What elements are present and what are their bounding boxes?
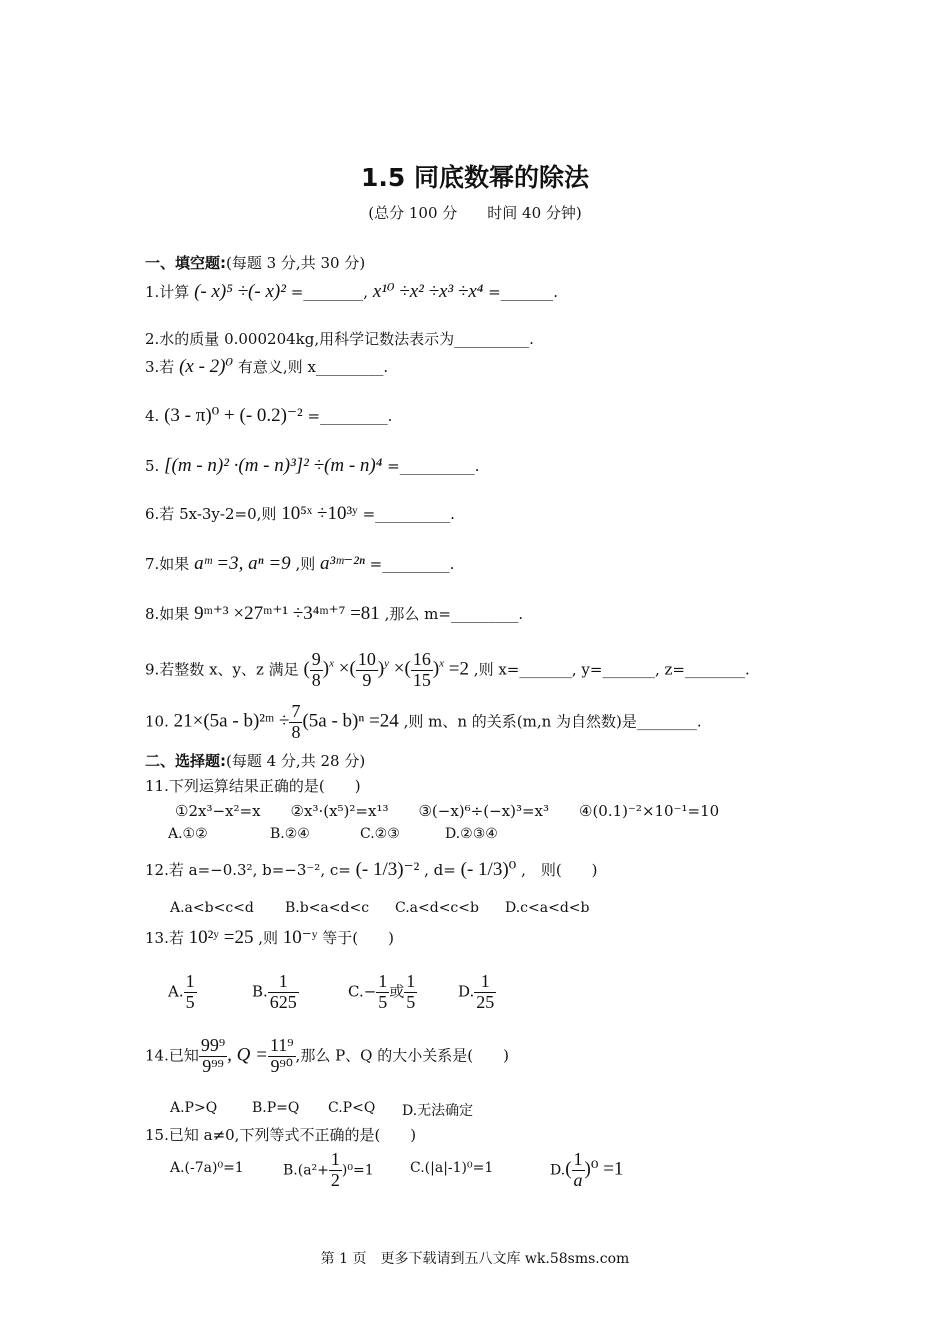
q1-expr2: x¹⁰ ÷x² ÷x³ ÷x⁴: [372, 281, 484, 302]
question-1: [145, 280, 558, 303]
q3-text: 3.若: [145, 358, 175, 376]
q12-c-expr: (- 1/3)⁻²: [355, 859, 420, 880]
q11-option-a[interactable]: A.①②: [168, 826, 208, 842]
q10-expr2: (5a - b)ⁿ =24: [302, 710, 399, 732]
q8-text: 8.如果: [145, 605, 190, 623]
q9-frac-1: $\frac{9}{8}$: [311, 649, 321, 690]
q9-eq: =2: [448, 658, 470, 680]
q15-option-d[interactable]: D.( $\frac{1}{a}$ )⁰ =1: [550, 1149, 624, 1190]
q13-option-a[interactable]: A. $\frac{1}{5}$: [168, 971, 195, 1012]
q8-expr: 9ᵐ⁺³ ×27ᵐ⁺¹ ÷3⁴ᵐ⁺⁷ =81: [194, 603, 380, 624]
question-14: [145, 1036, 509, 1077]
question-8: [145, 602, 523, 625]
q13-expr2: 10⁻ʸ: [282, 927, 318, 948]
q10-expr1: 21×(5a - b)²ᵐ ÷: [173, 710, 290, 732]
q12-mid: , d=: [424, 861, 456, 879]
q14-q-frac: $\frac{\text{11⁹}}{\text{9⁹⁰}}$: [269, 1035, 294, 1076]
q12-text: 12.若 a=−0.3², b=−3⁻², c=: [145, 861, 351, 879]
q7-blank: =_________.: [369, 555, 455, 573]
q12-option-d[interactable]: D.c<a<d<b: [505, 900, 590, 916]
q14-tail: ,那么 P、Q 的大小关系是( ): [295, 1046, 509, 1065]
q11-option-c[interactable]: C.②③: [360, 826, 400, 842]
q8-tail: ,那么 m=_________.: [384, 605, 524, 623]
question-3: [145, 355, 388, 378]
q15-option-b[interactable]: B.(a²+ $\frac{1}{2}$ )⁰=1: [283, 1149, 374, 1190]
q12-option-c[interactable]: C.a<d<c<b: [395, 900, 479, 916]
q11-option-d[interactable]: D.②③④: [445, 826, 498, 842]
q14-option-b[interactable]: B.P=Q: [252, 1100, 300, 1116]
q14-option-c[interactable]: C.P<Q: [328, 1100, 376, 1116]
q10-tail: ,则 m、n 的关系(m,n 为自然数)是________.: [403, 712, 702, 731]
q9-tail: ,则 x=_______, y=_______, z=________.: [473, 660, 750, 679]
q9-frac-3: $\frac{16}{15}$: [412, 649, 431, 690]
q10-text: 10.: [145, 712, 169, 731]
page-footer: 第 1 页 更多下载请到五八文库 wk.58sms.com: [320, 1251, 630, 1267]
q14-text: 14.已知: [145, 1046, 199, 1065]
question-12: [145, 858, 598, 881]
q15-option-c[interactable]: C.(|a|-1)⁰=1: [410, 1160, 494, 1176]
q9-text: 9.若整数 x、y、z 满足: [145, 660, 299, 679]
q10-frac: $\frac{7}{8}$: [291, 701, 301, 742]
q1-text: 1.计算: [145, 283, 190, 301]
q13-mid: ,则: [258, 929, 279, 947]
q15-option-a[interactable]: A.(-7a)⁰=1: [170, 1160, 244, 1176]
q14-option-a[interactable]: A.P>Q: [170, 1100, 218, 1116]
section-2-label: 二、选择题:: [145, 752, 226, 770]
question-6: [145, 503, 455, 525]
question-9: 9.若整数 x、y、z 满足 ( $\frac{9}{8}$ )$^x$ ×( $\frac{10}{9}$ )$^y$ ×( $\frac{16}{15}$ )$^x$ =2 ,则 x=_______, y=_______, z=________.: [145, 649, 750, 690]
q6-blank: =__________.: [362, 505, 455, 523]
q6-text: 6.若 5x-3y-2=0,则: [145, 505, 277, 523]
q13-expr: 10²ʸ =25: [188, 927, 254, 948]
q11-option-b[interactable]: B.②④: [270, 826, 310, 842]
q4-expr: (3 - π)⁰ + (- 0.2)⁻²: [164, 405, 303, 426]
section-1-note: (每题 3 分,共 30 分): [226, 254, 366, 272]
q3-expr: (x - 2)⁰: [179, 356, 234, 377]
q13-option-d[interactable]: D. $\frac{1}{25}$: [458, 971, 495, 1012]
q5-blank: =__________.: [387, 457, 480, 475]
section-1-label: 一、填空题:: [145, 254, 226, 272]
q4-text: 4.: [145, 407, 160, 425]
q13-option-c[interactable]: C.− $\frac{1}{5}$ 或 $\frac{1}{5}$: [348, 971, 416, 1012]
q4-blank: =_________.: [307, 407, 393, 425]
section-2-note: (每题 4 分,共 28 分): [226, 752, 366, 770]
q11-items: ①2x³−x²=x ②x³·(x⁵)²=x¹³ ③(−x)⁶÷(−x)³=x³ ④(0.1)⁻²×10⁻¹=10: [175, 802, 720, 820]
page-subtitle: (总分 100 分 时间 40 分钟): [368, 204, 582, 222]
q3-tail: 有意义,则 x_________.: [237, 358, 389, 376]
question-4: [145, 404, 392, 427]
question-10: [145, 702, 702, 743]
q7-expr2: a³ᵐ⁻²ⁿ: [320, 553, 365, 574]
q13-option-b[interactable]: B. $\frac{1}{625}$: [252, 971, 297, 1012]
q1-blank2: =_______.: [488, 283, 559, 301]
section-1-heading: [145, 252, 365, 273]
q12-tail: , 则( ): [521, 861, 598, 879]
question-13: [145, 926, 394, 949]
question-5: [145, 455, 480, 477]
question-7: [145, 552, 454, 575]
q9-frac-2: $\frac{10}{9}$: [357, 649, 376, 690]
q13-tail: 等于( ): [322, 929, 394, 947]
question-11: 11.下列运算结果正确的是( ): [145, 777, 361, 795]
q12-d-expr: (- 1/3)⁰: [460, 859, 517, 880]
q14-mid: , Q =: [227, 1044, 268, 1066]
q7-mid: ,则: [295, 555, 316, 573]
q13-text: 13.若: [145, 929, 184, 947]
q12-option-a[interactable]: A.a<b<c<d: [170, 900, 254, 916]
question-15: 15.已知 a≠0,下列等式不正确的是( ): [145, 1126, 417, 1144]
q14-option-d[interactable]: D.无法确定: [402, 1103, 474, 1119]
q7-expr: aᵐ =3, aⁿ =9: [194, 553, 291, 574]
page-title: 1.5 同底数幂的除法: [361, 163, 589, 192]
q5-text: 5.: [145, 457, 160, 475]
q5-expr: [(m - n)² ·(m - n)³]² ÷(m - n)⁴: [164, 455, 383, 476]
q1-blank1: =________,: [290, 283, 369, 301]
q6-expr: 10⁵ˣ ÷10³ʸ: [281, 503, 358, 524]
question-2: 2.水的质量 0.000204kg,用科学记数法表示为__________.: [145, 330, 534, 348]
q1-expr1: (- x)⁵ ÷(- x)²: [194, 281, 286, 302]
q7-text: 7.如果: [145, 555, 190, 573]
q14-p-frac: $\frac{\text{99⁹}}{\text{9⁹⁹}}$: [200, 1035, 226, 1076]
section-2-heading: [145, 750, 365, 771]
q12-option-b[interactable]: B.b<a<d<c: [285, 900, 370, 916]
